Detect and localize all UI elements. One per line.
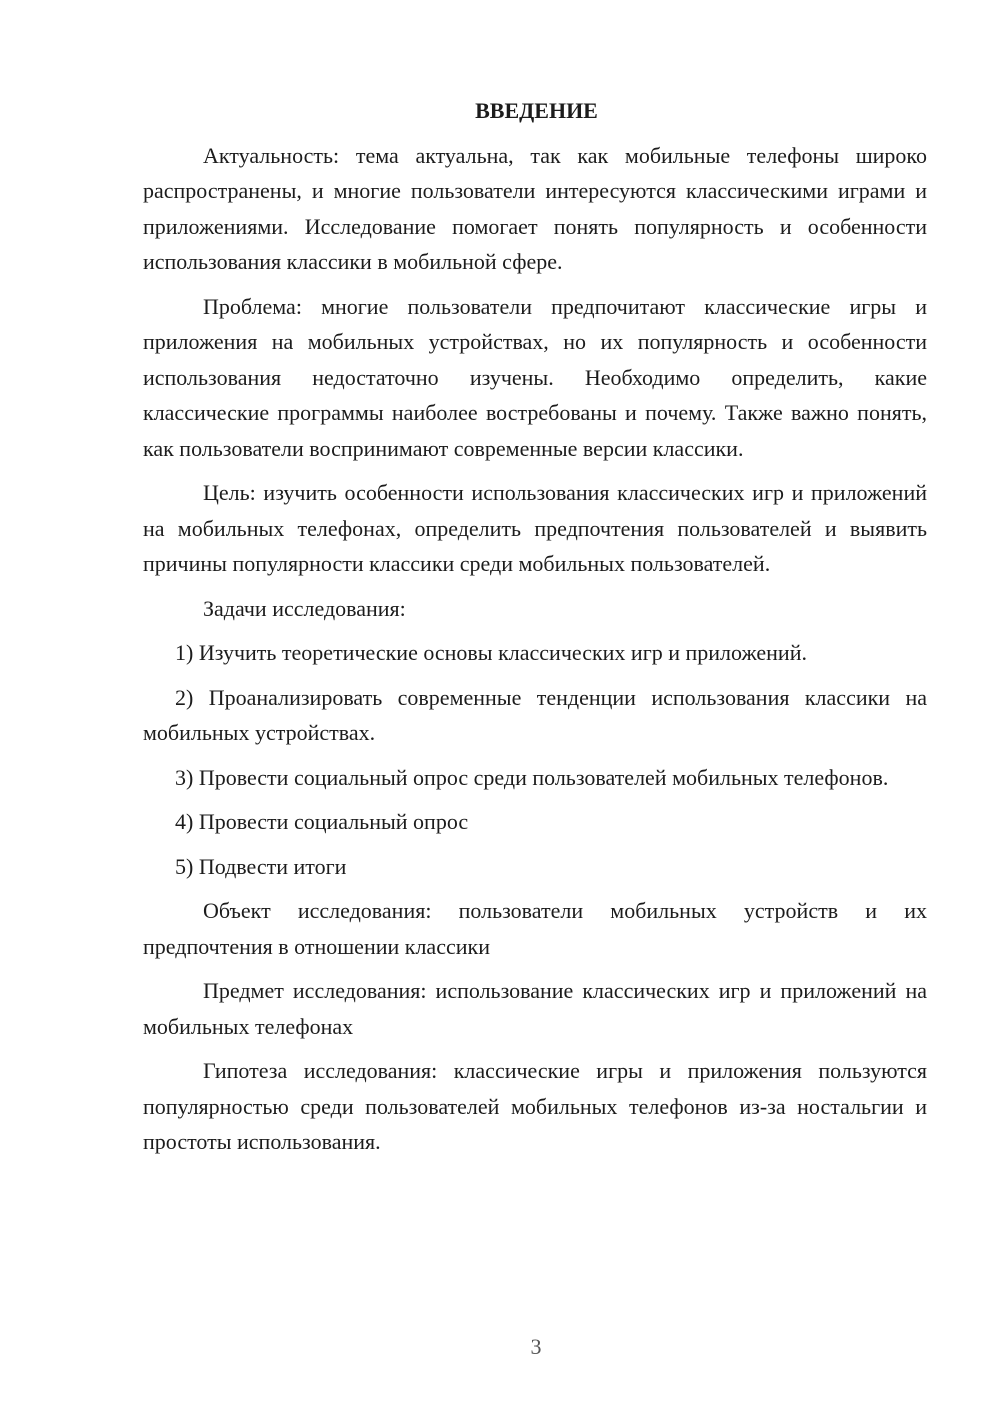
page-title: ВВЕДЕНИЕ bbox=[475, 98, 598, 123]
subject-paragraph: Предмет исследования: использование классических игр и приложений на мобильных телефонах bbox=[143, 978, 927, 1039]
goal-paragraph: Цель: изучить особенности использования классических игр и приложений на мобильных телефонах, определить предпочтения пользователей и выявить причины популярности классики среди мобильных пользователей. bbox=[143, 480, 927, 576]
task-item-2: 2) Проанализировать современные тенденции использования классики на мобильных устройствах. bbox=[143, 684, 927, 745]
object-paragraph: Объект исследования: пользователи мобильных устройств и их предпочтения в отношении классики bbox=[143, 898, 927, 959]
page-number: 3 bbox=[530, 1334, 542, 1359]
task-item-5: 5) Подвести итоги bbox=[175, 853, 347, 879]
task-item-1: 1) Изучить теоретические основы классических игр и приложений. bbox=[175, 640, 807, 665]
task-item-4: 4) Провести социальный опрос bbox=[175, 809, 469, 834]
task-item-3: 3) Провести социальный опрос среди пользователей мобильных телефонов. bbox=[175, 764, 889, 790]
hypothesis-paragraph: Гипотеза исследования: классические игры и приложения пользуются популярностью среди пользователей мобильных телефонов из-за ностальгии и простоты использования. bbox=[143, 1058, 927, 1154]
document-page bbox=[143, 93, 927, 1169]
tasks-heading: Задачи исследования: bbox=[203, 595, 406, 621]
problem-paragraph: Проблема: многие пользователи предпочитают классические игры и приложения на мобильных устройствах, но их популярность и особенности использования недостаточно изучены. Необходимо определить, какие классические программы наиболее востребованы и почему. Также важно понять, как пользователи воспринимают современные версии классики. bbox=[143, 293, 927, 461]
relevance-paragraph: Актуальность: тема актуальна, так как мобильные телефоны широко распространены, и многие пользователи интересуются классическими играми и приложениями. Исследование помогает понять популярность и особенности использования классики в мобильной сфере. bbox=[143, 142, 927, 274]
